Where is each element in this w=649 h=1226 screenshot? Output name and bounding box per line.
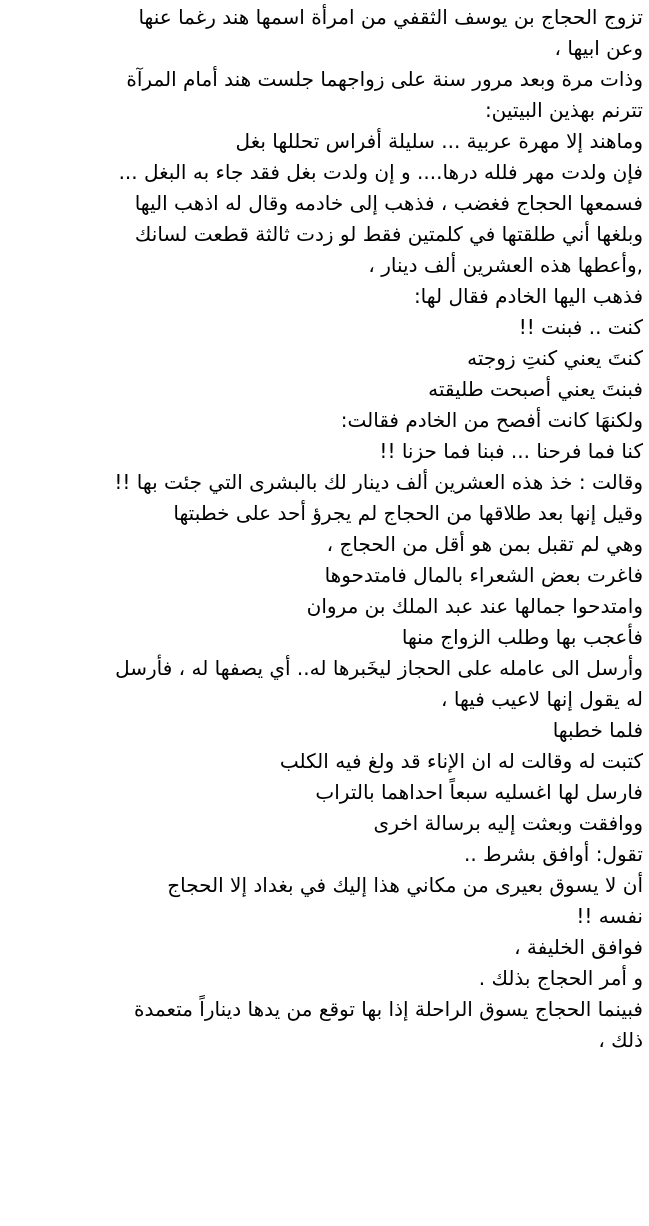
text-line: له يقول إنها لاعيب فيها ، bbox=[441, 687, 643, 711]
text-line: وقالت : خذ هذه العشرين ألف دينار لك بالبشرى التي جئت بها !! bbox=[114, 470, 643, 494]
text-line: فوافق الخليفة ، bbox=[514, 935, 643, 959]
text-line: كنتَ يعني كنتِ زوجته bbox=[467, 346, 643, 370]
text-line: و أمر الحجاج بذلك . bbox=[478, 966, 643, 990]
text-line: فأعجب بها وطلب الزواج منها bbox=[401, 625, 643, 649]
text-line: وهي لم تقبل بمن هو أقل من الحجاج ، bbox=[326, 532, 643, 556]
text-line: وذات مرة وبعد مرور سنة على زواجهما جلست هند أمام المرآة bbox=[126, 67, 643, 91]
text-line: وبلغها أني طلقتها في كلمتين فقط لو زدت ثالثة قطعت لسانك bbox=[134, 222, 643, 246]
text-line: فذهب اليها الخادم فقال لها: bbox=[413, 284, 643, 308]
text-line: وعن ابيها ، bbox=[554, 36, 643, 60]
text-line: ,وأعطها هذه العشرين ألف دينار ، bbox=[368, 253, 643, 277]
text-line: فإن ولدت مهر فلله درها.... و إن ولدت بغل فقد جاء به البغل ... bbox=[118, 160, 643, 184]
text-line: كنت .. فبنت !! bbox=[518, 315, 643, 339]
text-line: فارسل لها اغسليه سبعاً احداهما بالتراب bbox=[315, 780, 643, 804]
text-line: كنا فما فرحنا ... فبنا فما حزنا !! bbox=[379, 439, 643, 463]
text-line: تقول: أوافق بشرط .. bbox=[463, 842, 643, 866]
text-line: وقيل إنها بعد طلاقها من الحجاج لم يجرؤ أحد على خطبتها bbox=[173, 501, 643, 525]
text-line: فبينما الحجاج يسوق الراحلة إذا بها توقع من يدها ديناراً متعمدة bbox=[134, 997, 643, 1021]
text-line: أن لا يسوق بعيرى من مكاني هذا إليك في بغداد إلا الحجاج bbox=[167, 873, 643, 897]
text-line: فسمعها الحجاج فغضب ، فذهب إلى خادمه وقال له اذهب اليها bbox=[134, 191, 643, 215]
text-line: فلما خطبها bbox=[552, 718, 643, 742]
text-line: ووافقت وبعثت إليه برسالة اخرى bbox=[373, 811, 643, 835]
text-line: فبنتَ يعني أصبحت طليقته bbox=[428, 377, 643, 401]
text-line: وماهند إلا مهرة عربية ... سليلة أفراس تحللها بغل bbox=[235, 129, 643, 153]
text-line: وأرسل الى عامله على الحجاز ليخَبرها له.. أي يصفها له ، فأرسل bbox=[115, 656, 643, 680]
text-line: كتبت له وقالت له ان الإناء قد ولغ فيه الكلب bbox=[279, 749, 643, 773]
text-line: ولكنهَا كانت أفصح من الخادم فقالت: bbox=[340, 408, 643, 432]
text-line: تزوج الحجاج بن يوسف الثقفي من امرأة اسمها هند رغما عنها bbox=[138, 5, 643, 29]
text-line: نفسه !! bbox=[576, 904, 643, 928]
text-line: وامتدحوا جمالها عند عبد الملك بن مروان bbox=[306, 594, 643, 618]
text-line: تترنم بهذين البيتين: bbox=[484, 98, 643, 122]
text-line: ذلك ، bbox=[598, 1028, 643, 1052]
text-line: فاغرت بعض الشعراء بالمال فامتدحوها bbox=[324, 563, 643, 587]
